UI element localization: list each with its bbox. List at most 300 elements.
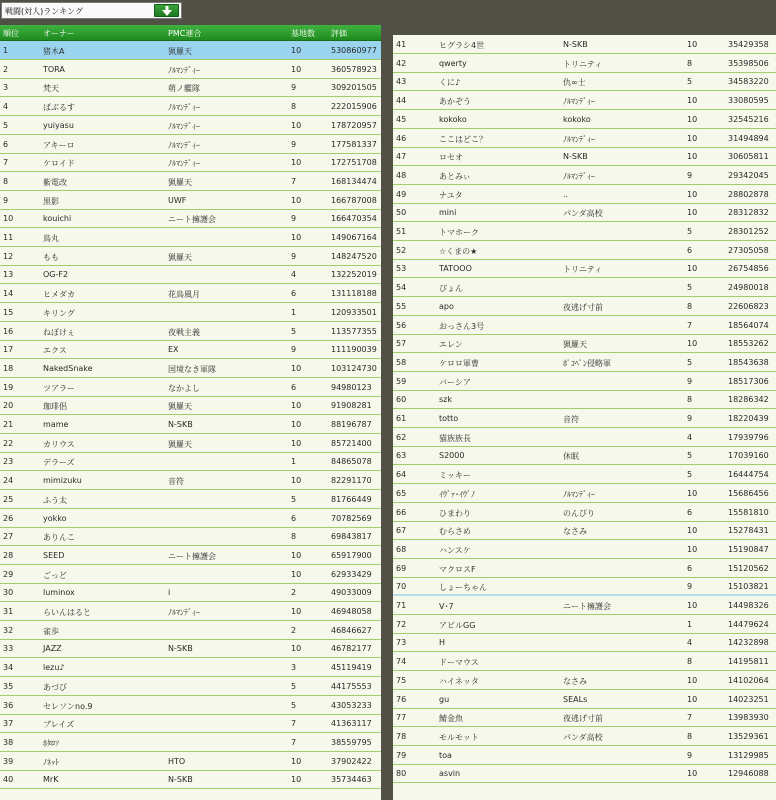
cell-rank: 4 xyxy=(3,102,9,112)
table-row[interactable] xyxy=(0,509,381,528)
cell-bases: 6 xyxy=(291,513,297,523)
cell-rank: 63 xyxy=(396,451,407,461)
cell-pmc: なかよし xyxy=(168,383,200,393)
cell-rank: 26 xyxy=(3,513,14,523)
cell-rank: 1 xyxy=(3,46,9,55)
table-row[interactable] xyxy=(393,465,776,484)
cell-score: 69843817 xyxy=(331,532,372,542)
cell-score: 168134474 xyxy=(331,176,377,186)
cell-score: 149067164 xyxy=(331,233,377,242)
cell-rank: 20 xyxy=(3,401,14,411)
table-row[interactable] xyxy=(393,409,776,428)
cell-bases: 10 xyxy=(687,488,698,498)
cell-pmc: ﾉﾙﾏﾝﾃﾞｨｰ xyxy=(168,140,200,150)
cell-owner: lezu♪ xyxy=(43,663,65,673)
cell-rank: 78 xyxy=(396,731,407,741)
cell-bases: 7 xyxy=(291,176,297,186)
table-row[interactable] xyxy=(0,490,381,509)
cell-rank: 46 xyxy=(396,133,407,143)
cell-pmc: 夜戦主義 xyxy=(168,327,200,337)
cell-bases: 5 xyxy=(291,700,297,710)
cell-score: 85721400 xyxy=(331,438,372,448)
cell-owner: あとみぃ xyxy=(439,171,471,181)
cell-bases: 1 xyxy=(291,307,297,317)
cell-bases: 10 xyxy=(291,158,302,168)
cell-owner: おっさん3号 xyxy=(439,321,485,331)
table-row[interactable] xyxy=(393,633,776,652)
cell-bases: 9 xyxy=(687,750,693,760)
table-row[interactable] xyxy=(393,203,776,222)
cell-rank: 64 xyxy=(396,470,407,480)
cell-pmc: ﾉﾙﾏﾝﾃﾞｨｰ xyxy=(563,134,595,144)
cell-bases: 10 xyxy=(291,195,302,205)
cell-owner: luminox xyxy=(43,588,75,598)
cell-bases: 10 xyxy=(687,675,698,685)
cell-rank: 74 xyxy=(396,657,407,667)
header-score: 評価 xyxy=(331,29,347,38)
cell-bases: 10 xyxy=(687,339,698,349)
cell-owner: ふう太 xyxy=(43,495,67,505)
cell-owner: あかぞう xyxy=(439,97,471,107)
table-row[interactable] xyxy=(0,396,381,415)
cell-rank: 22 xyxy=(3,438,14,448)
cell-rank: 80 xyxy=(396,769,407,779)
cell-owner: ぴょん xyxy=(439,284,463,294)
cell-score: 18517306 xyxy=(728,376,769,386)
cell-bases: 4 xyxy=(687,638,693,648)
cell-score: 84865078 xyxy=(331,457,372,467)
cell-bases: 9 xyxy=(687,170,693,180)
table-row[interactable] xyxy=(393,559,776,578)
table-row[interactable] xyxy=(393,222,776,241)
cell-owner: kokoko xyxy=(439,114,467,124)
table-row[interactable] xyxy=(0,452,381,471)
cell-score: 18543638 xyxy=(728,357,769,367)
table-row[interactable] xyxy=(0,696,381,715)
cell-rank: 8 xyxy=(3,176,9,186)
ranking-type-label: 戦闘(対人)ランキング xyxy=(5,7,84,16)
cell-owner: ドーマウス xyxy=(439,658,479,668)
table-row[interactable] xyxy=(0,621,381,640)
cell-owner: エクス xyxy=(43,346,67,356)
table-row[interactable] xyxy=(0,303,381,322)
table-row[interactable] xyxy=(393,503,776,522)
table-row[interactable] xyxy=(0,434,381,453)
table-row[interactable] xyxy=(393,185,776,204)
cell-pmc: ﾎﾟｺﾍﾟﾝ侵略軍 xyxy=(563,358,611,368)
cell-pmc: N-SKB xyxy=(563,152,588,162)
cell-owner: ナユタ xyxy=(439,190,463,200)
table-row[interactable] xyxy=(0,60,381,79)
cell-bases: 6 xyxy=(291,289,297,299)
cell-score: 177581337 xyxy=(331,139,377,149)
cell-bases: 10 xyxy=(687,208,698,218)
cell-owner: ツアラー xyxy=(43,383,75,393)
cell-rank: 2 xyxy=(3,64,9,74)
cell-score: 14195811 xyxy=(728,657,769,667)
cell-rank: 43 xyxy=(396,77,407,87)
table-row[interactable] xyxy=(393,110,776,129)
cell-rank: 51 xyxy=(396,227,407,236)
cell-owner: マクロスF xyxy=(439,564,476,574)
cell-owner: JAZZ xyxy=(43,644,62,654)
cell-rank: 56 xyxy=(396,320,407,330)
cell-bases: 9 xyxy=(291,214,297,224)
cell-owner: 鳥丸 xyxy=(43,234,59,243)
cell-pmc: ﾉﾙﾏﾝﾃﾞｨｰ xyxy=(563,171,595,181)
table-row[interactable] xyxy=(0,677,381,696)
cell-score: 222015906 xyxy=(331,102,377,112)
cell-rank: 47 xyxy=(396,152,407,162)
table-row[interactable] xyxy=(393,129,776,148)
cell-owner: ｲｳﾞｧ･ｲｳﾞﾉ xyxy=(439,489,475,499)
table-row[interactable] xyxy=(393,166,776,185)
cell-owner: toa xyxy=(439,750,452,760)
cell-score: 22606823 xyxy=(728,301,769,311)
cell-bases: 10 xyxy=(687,96,698,106)
cell-pmc: 休眠 xyxy=(563,452,579,462)
cell-bases: 5 xyxy=(687,357,693,367)
table-row[interactable] xyxy=(0,658,381,677)
cell-owner: むらさめ xyxy=(439,527,471,537)
table-row[interactable] xyxy=(0,116,381,135)
cell-score: 166787008 xyxy=(331,195,377,205)
cell-pmc: .. xyxy=(563,189,569,199)
cell-pmc: ﾉﾙﾏﾝﾃﾞｨｰ xyxy=(168,65,200,75)
table-row[interactable] xyxy=(393,446,776,465)
cell-owner: ケロロ軍曹 xyxy=(439,358,479,368)
cell-rank: 14 xyxy=(3,289,14,299)
cell-score: 37902422 xyxy=(331,756,372,766)
cell-owner: 猫族族長 xyxy=(439,433,471,443)
cell-bases: 10 xyxy=(687,601,698,610)
table-row[interactable] xyxy=(0,752,381,771)
cell-score: 12946088 xyxy=(728,769,769,779)
cell-score: 29342045 xyxy=(728,170,769,180)
cell-owner: ヒメダカ xyxy=(43,290,75,300)
cell-bases: 10 xyxy=(291,438,302,448)
table-row[interactable] xyxy=(0,209,381,228)
header-rank: 順位 xyxy=(3,29,19,38)
cell-bases: 10 xyxy=(291,64,302,74)
cell-owner: ブレイズ xyxy=(43,720,75,730)
cell-pmc: 猟羅天 xyxy=(563,340,587,350)
cell-bases: 5 xyxy=(687,451,693,461)
cell-owner: ミッキー xyxy=(439,471,471,481)
cell-rank: 25 xyxy=(3,494,14,504)
cell-owner: OG-F2 xyxy=(43,270,69,280)
cell-rank: 31 xyxy=(3,607,14,616)
cell-owner: ヒグラシ4世 xyxy=(439,41,485,50)
cell-rank: 33 xyxy=(3,644,14,654)
cell-score: 18553262 xyxy=(728,339,769,349)
cell-rank: 66 xyxy=(396,507,407,517)
cell-owner: apo xyxy=(439,301,454,311)
cell-score: 46948058 xyxy=(331,607,372,616)
table-row[interactable] xyxy=(0,639,381,658)
cell-owner: S2000 xyxy=(439,451,465,461)
cell-rank: 28 xyxy=(3,550,14,560)
cell-rank: 68 xyxy=(396,544,407,554)
cell-rank: 48 xyxy=(396,170,407,180)
cell-score: 88196787 xyxy=(331,420,372,429)
cell-rank: 67 xyxy=(396,526,407,536)
cell-pmc: 夜逃げ寸前 xyxy=(563,302,603,312)
cell-bases: 6 xyxy=(687,245,693,255)
cell-rank: 70 xyxy=(396,582,407,592)
cell-score: 14498326 xyxy=(728,601,769,610)
cell-owner: 猪木A xyxy=(43,47,65,56)
cell-pmc: 音符 xyxy=(168,477,184,487)
cell-rank: 57 xyxy=(396,339,407,349)
cell-bases: 10 xyxy=(291,569,302,579)
table-row[interactable] xyxy=(393,540,776,559)
cell-score: 166470354 xyxy=(331,214,377,224)
table-row[interactable] xyxy=(0,135,381,154)
table-row[interactable] xyxy=(0,284,381,303)
table-row[interactable] xyxy=(393,316,776,335)
table-row[interactable] xyxy=(0,340,381,359)
cell-score: 81766449 xyxy=(331,494,372,504)
cell-owner: バーシア xyxy=(439,377,471,387)
cell-bases: 10 xyxy=(291,420,302,429)
table-row[interactable] xyxy=(393,297,776,316)
table-row[interactable] xyxy=(0,322,381,341)
table-row[interactable] xyxy=(0,527,381,546)
cell-bases: 5 xyxy=(291,326,297,336)
cell-score: 13529361 xyxy=(728,731,769,741)
cell-score: 38559795 xyxy=(331,737,372,747)
cell-bases: 2 xyxy=(291,625,297,635)
table-row[interactable] xyxy=(393,708,776,727)
cell-rank: 10 xyxy=(3,214,14,224)
cell-pmc: トリニティ xyxy=(563,59,603,69)
cell-score: 34583220 xyxy=(728,77,769,87)
table-row[interactable] xyxy=(0,415,381,434)
cell-pmc: 猟羅天 xyxy=(168,439,192,449)
cell-bases: 9 xyxy=(291,139,297,149)
cell-pmc: 猟羅天 xyxy=(168,402,192,412)
cell-owner: ごっど xyxy=(43,570,67,580)
cell-bases: 10 xyxy=(687,544,698,554)
cell-score: 28312832 xyxy=(728,208,769,218)
cell-score: 46782177 xyxy=(331,644,372,654)
table-row[interactable] xyxy=(393,241,776,260)
ranking-type-dropdown[interactable] xyxy=(1,2,182,19)
table-row[interactable] xyxy=(0,228,381,247)
table-row[interactable] xyxy=(393,727,776,746)
cell-score: 309201505 xyxy=(331,83,377,93)
table-row[interactable] xyxy=(0,78,381,97)
table-row[interactable] xyxy=(393,54,776,73)
cell-bases: 10 xyxy=(687,694,698,704)
table-row[interactable] xyxy=(393,521,776,540)
cell-owner: H xyxy=(439,638,446,648)
table-row[interactable] xyxy=(393,428,776,447)
table-row[interactable] xyxy=(393,91,776,110)
cell-score: 65917900 xyxy=(331,550,372,560)
table-row[interactable] xyxy=(393,484,776,503)
table-row[interactable] xyxy=(393,390,776,409)
table-row[interactable] xyxy=(0,153,381,172)
cell-rank: 34 xyxy=(3,663,14,673)
cell-pmc: ニート擁護会 xyxy=(563,602,611,611)
cell-owner: TORA xyxy=(43,64,65,74)
cell-rank: 73 xyxy=(396,638,407,648)
cell-score: 26754856 xyxy=(728,264,769,274)
cell-bases: 5 xyxy=(687,77,693,87)
table-row[interactable] xyxy=(0,378,381,397)
cell-score: 82291170 xyxy=(331,476,372,486)
cell-rank: 72 xyxy=(396,619,407,629)
cell-score: 15190847 xyxy=(728,544,769,554)
cell-pmc: パンダ高校 xyxy=(563,209,603,219)
cell-score: 148247520 xyxy=(331,251,377,261)
cell-rank: 5 xyxy=(3,120,9,130)
cell-owner: カリウス xyxy=(43,439,75,449)
table-row[interactable] xyxy=(393,690,776,709)
cell-bases: 8 xyxy=(687,731,693,741)
cell-pmc: ﾉﾙﾏﾝﾃﾞｨｰ xyxy=(168,121,200,131)
table-row[interactable] xyxy=(393,278,776,297)
table-row[interactable] xyxy=(0,247,381,266)
cell-owner: 雀歩 xyxy=(43,626,59,636)
table-row[interactable] xyxy=(0,471,381,490)
cell-score: 15686456 xyxy=(728,488,769,498)
table-row[interactable] xyxy=(0,770,381,789)
cell-owner: ﾎﾀﾛｿ xyxy=(43,738,59,748)
cell-pmc: 音符 xyxy=(563,415,579,424)
cell-rank: 15 xyxy=(3,307,14,317)
cell-rank: 59 xyxy=(396,376,407,386)
cell-bases: 9 xyxy=(291,83,297,93)
table-row[interactable] xyxy=(0,565,381,584)
table-row[interactable] xyxy=(0,602,381,621)
dropdown-arrow-button[interactable] xyxy=(154,4,179,17)
cell-bases: 8 xyxy=(687,395,693,405)
cell-score: 15103821 xyxy=(728,582,769,592)
table-row[interactable] xyxy=(393,764,776,783)
cell-score: 35734463 xyxy=(331,775,372,785)
cell-score: 41363117 xyxy=(331,719,372,729)
table-row[interactable] xyxy=(0,714,381,733)
ranking-table-left xyxy=(0,25,381,800)
cell-rank: 29 xyxy=(3,569,14,579)
cell-bases: 3 xyxy=(291,663,297,673)
cell-rank: 41 xyxy=(396,40,407,49)
cell-bases: 9 xyxy=(291,251,297,261)
cell-bases: 9 xyxy=(687,582,693,592)
cell-score: 49033009 xyxy=(331,588,372,598)
table-row[interactable] xyxy=(393,147,776,166)
cell-owner: NakedSnake xyxy=(43,363,93,373)
table-row[interactable] xyxy=(393,372,776,391)
table-row[interactable] xyxy=(0,191,381,210)
cell-pmc: ﾉﾙﾏﾝﾃﾞｨｰ xyxy=(168,159,200,169)
cell-bases: 10 xyxy=(687,40,698,49)
cell-bases: 10 xyxy=(291,775,302,785)
cell-score: 172751708 xyxy=(331,158,377,168)
table-row[interactable] xyxy=(0,733,381,752)
cell-bases: 7 xyxy=(291,737,297,747)
table-row[interactable] xyxy=(393,577,776,596)
cell-rank: 77 xyxy=(396,713,407,723)
cell-pmc: 萌ノ艦隊 xyxy=(168,84,200,94)
cell-pmc: N-SKB xyxy=(563,40,588,49)
table-row[interactable] xyxy=(0,172,381,191)
cell-pmc: 花鳥風月 xyxy=(168,290,200,300)
table-row[interactable] xyxy=(0,97,381,116)
cell-rank: 37 xyxy=(3,719,14,729)
header-pmc: PMC連合 xyxy=(168,29,202,38)
cell-pmc: N-SKB xyxy=(168,775,193,785)
cell-owner: yuiyasu xyxy=(43,120,74,130)
cell-owner: ﾉﾈｯﾄ xyxy=(43,757,59,767)
table-row[interactable] xyxy=(0,359,381,378)
table-row[interactable] xyxy=(393,334,776,353)
cell-rank: 38 xyxy=(3,737,14,747)
cell-bases: 8 xyxy=(291,532,297,542)
cell-bases: 1 xyxy=(291,457,297,467)
cell-owner: mini xyxy=(439,208,457,218)
cell-owner: totto xyxy=(439,414,459,423)
cell-score: 113577355 xyxy=(331,326,377,336)
cell-bases: 8 xyxy=(687,58,693,68)
table-row[interactable] xyxy=(393,615,776,634)
cell-score: 35398506 xyxy=(728,58,769,68)
cell-score: 44175553 xyxy=(331,681,372,691)
cell-pmc: kokoko xyxy=(563,114,591,124)
cell-score: 28301252 xyxy=(728,227,769,236)
cell-score: 14023251 xyxy=(728,694,769,704)
cell-rank: 18 xyxy=(3,363,14,373)
cell-score: 70782569 xyxy=(331,513,372,523)
cell-pmc: のんびり xyxy=(563,508,595,518)
cell-bases: 8 xyxy=(687,301,693,311)
cell-rank: 49 xyxy=(396,189,407,199)
cell-score: 360578923 xyxy=(331,64,377,74)
cell-bases: 9 xyxy=(291,345,297,355)
cell-owner: MrK xyxy=(43,775,59,785)
cell-pmc: UWF xyxy=(168,195,187,205)
cell-rank: 65 xyxy=(396,488,407,498)
table-row[interactable] xyxy=(393,72,776,91)
table-row[interactable] xyxy=(0,583,381,602)
table-row[interactable] xyxy=(393,259,776,278)
cell-score: 46846627 xyxy=(331,625,372,635)
cell-owner: 珈琲侶 xyxy=(43,402,67,412)
cell-score: 18564074 xyxy=(728,320,769,330)
table-row[interactable] xyxy=(393,746,776,765)
table-row[interactable] xyxy=(393,35,776,54)
cell-score: 14232898 xyxy=(728,638,769,648)
table-row[interactable] xyxy=(0,546,381,565)
cell-owner: アキーロ xyxy=(43,140,75,150)
cell-rank: 54 xyxy=(396,283,407,293)
cell-owner: エレン xyxy=(439,340,463,350)
cell-rank: 61 xyxy=(396,414,407,423)
cell-bases: 10 xyxy=(291,363,302,373)
table-row[interactable] xyxy=(0,265,381,284)
cell-score: 111190039 xyxy=(331,345,377,355)
table-row[interactable] xyxy=(393,596,776,615)
table-row[interactable] xyxy=(393,671,776,690)
table-row[interactable] xyxy=(0,41,381,60)
table-row[interactable] xyxy=(393,652,776,671)
table-row[interactable] xyxy=(393,353,776,372)
cell-rank: 75 xyxy=(396,675,407,685)
cell-owner: くに♪ xyxy=(439,78,461,88)
